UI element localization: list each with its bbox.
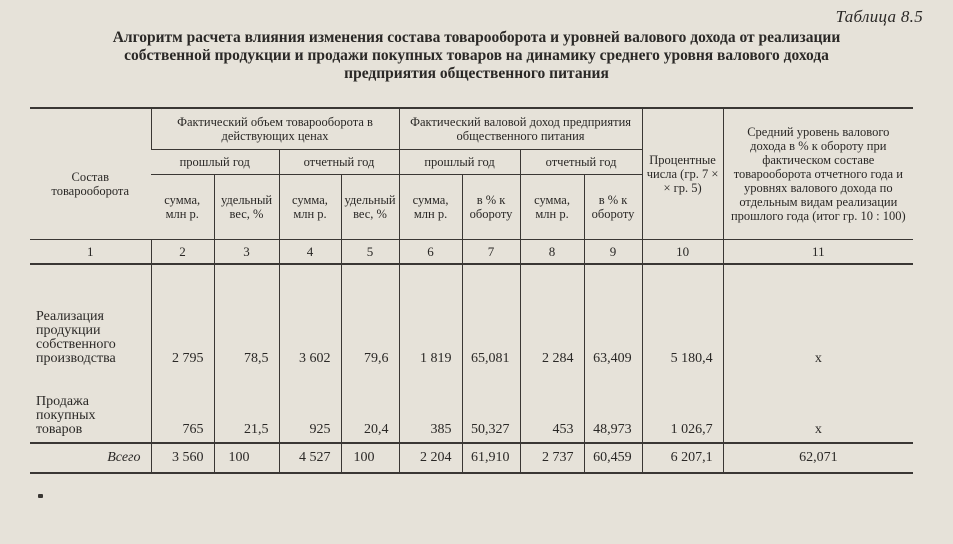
cell-value: 765 (151, 371, 214, 443)
header-actual-volume: Фактический объем товарооборота в действующих ценах (151, 108, 399, 150)
cell-value: х (723, 371, 913, 443)
header-volume-prev-year: прошлый год (151, 150, 279, 175)
cell-value: 3 602 (279, 264, 341, 371)
total-value: 62,071 (723, 443, 913, 473)
header-pct-turnover: в % к обороту (584, 175, 642, 240)
cell-value: 50,327 (462, 371, 520, 443)
row-name-line: товаров (36, 422, 83, 437)
header-sum: сумма, млн р. (164, 193, 201, 221)
cell-value: 79,6 (341, 264, 399, 371)
cell-value: 63,409 (584, 264, 642, 371)
cell-value: 48,973 (584, 371, 642, 443)
page-speck (38, 494, 43, 498)
header-row-1 (30, 108, 913, 150)
total-value: 4 527 (279, 443, 341, 473)
row-name-line: покупных (36, 408, 96, 423)
header-share: удельный вес, % (214, 175, 279, 240)
total-value: 61,910 (462, 443, 520, 473)
column-number: 10 (642, 240, 723, 265)
total-value: 2 737 (520, 443, 584, 473)
row-name-line: производства (36, 351, 116, 366)
header-percent-numbers: Процентные числа (гр. 7 × × гр. 5) (642, 108, 723, 240)
cell-value: 1 819 (399, 264, 462, 371)
algorithm-table (30, 107, 913, 474)
cell-value: 925 (279, 371, 341, 443)
header-avg-level: Средний уровень валового дохода в % к обороту при фактическом составе товарооборота отчетного года и уровнях валового дохода по отдельным видам реализации прошлого года (итог гр. 10 : 100) (723, 108, 913, 240)
cell-value: 1 026,7 (642, 371, 723, 443)
column-number: 3 (214, 240, 279, 265)
header-sum: сумма, млн р. (279, 175, 341, 240)
header-pct-turnover: в % к обороту (462, 175, 520, 240)
cell-value: 2 795 (151, 264, 214, 371)
total-value: 6 207,1 (642, 443, 723, 473)
header-volume-report-year: отчетный год (279, 150, 399, 175)
column-number: 8 (520, 240, 584, 265)
cell-value: 2 284 (520, 264, 584, 371)
total-row (30, 443, 913, 473)
total-value: 3 560 (151, 443, 214, 473)
cell-value: 385 (399, 371, 462, 443)
header-actual-income: Фактический валовой доход предприятия общественного питания (399, 108, 642, 150)
row-name-line: продукции (36, 323, 101, 338)
column-number: 9 (584, 240, 642, 265)
table-title (40, 29, 913, 83)
column-number: 4 (279, 240, 341, 265)
cell-value: 65,081 (462, 264, 520, 371)
column-number-row (30, 240, 913, 265)
cell-value: 5 180,4 (642, 264, 723, 371)
row-name (30, 371, 151, 443)
row-name-line: собственного (36, 337, 116, 352)
table-row (30, 264, 913, 371)
row-name (30, 264, 151, 371)
total-value: 2 204 (399, 443, 462, 473)
cell-value: 21,5 (214, 371, 279, 443)
title-line-1: Алгоритм расчета влияния изменения состава товарооборота и уровней валового дохода от реализации (112, 29, 841, 46)
cell-value: 453 (520, 371, 584, 443)
table-row (30, 371, 913, 443)
column-number: 11 (723, 240, 913, 265)
column-number: 7 (462, 240, 520, 265)
total-value: 100 (341, 443, 399, 473)
column-number: 6 (399, 240, 462, 265)
column-number: 2 (151, 240, 214, 265)
row-name-line: Продажа (36, 394, 89, 409)
header-share: удельный вес, % (341, 175, 399, 240)
title-line-3: предприятия общественного питания (344, 65, 609, 82)
header-income-prev-year: прошлый год (399, 150, 520, 175)
cell-value: 20,4 (341, 371, 399, 443)
cell-value: х (723, 264, 913, 371)
header-income-report-year: отчетный год (520, 150, 642, 175)
title-line-2: собственной продукции и продажи покупных товаров на динамику среднего уровня валового дохода (124, 47, 829, 64)
table-number-label: Таблица 8.5 (835, 7, 923, 26)
column-number: 1 (30, 240, 151, 265)
total-label: Всего (30, 443, 151, 473)
header-composition: Состав товарооборота (30, 108, 151, 240)
total-value: 100 (214, 443, 279, 473)
column-number: 5 (341, 240, 399, 265)
header-sum: сумма, млн р. (399, 175, 462, 240)
cell-value: 78,5 (214, 264, 279, 371)
header-sum: сумма, млн р. (520, 175, 584, 240)
row-name-line: Реализация (36, 309, 104, 324)
total-value: 60,459 (584, 443, 642, 473)
